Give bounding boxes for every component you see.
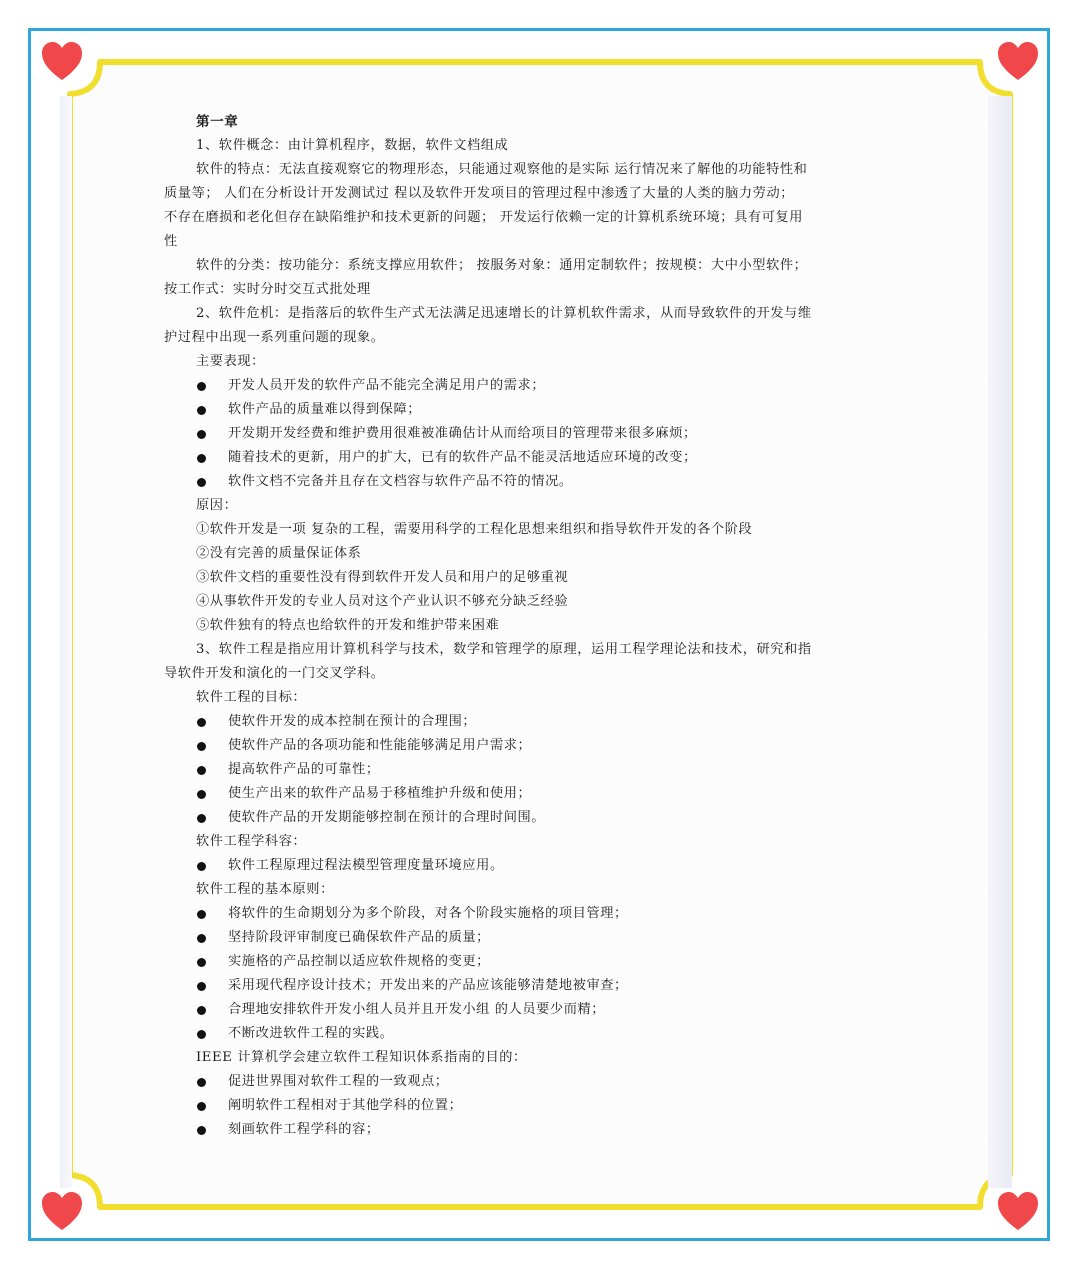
list-item-text: 促进世界围对软件工程的一致观点； bbox=[228, 1074, 449, 1089]
paragraph-line: 质量等； 人们在分析设计开发测试过 程以及软件开发项目的管理过程中渗透了大量的人类的脑力劳动； bbox=[164, 186, 795, 201]
paper-shadow-right bbox=[988, 96, 1012, 1188]
bullet-dot-icon bbox=[197, 982, 206, 991]
list-item bbox=[164, 998, 916, 1022]
list-item bbox=[164, 950, 916, 974]
list-item bbox=[164, 446, 916, 470]
reason-item: ②没有完善的质量保证体系 bbox=[196, 546, 362, 561]
bullet-dot-icon bbox=[197, 718, 206, 727]
bullet-dot-icon bbox=[197, 766, 206, 775]
paragraph-line: 不存在磨损和老化但存在缺陷维护和技术更新的问题； 开发运行依赖一定的计算机系统环境；具有可复用 bbox=[164, 210, 804, 225]
reason-item: ④从事软件开发的专业人员对这个产业认识不够充分缺乏经验 bbox=[196, 594, 569, 609]
list-item-text: 随着技术的更新，用户的扩大，已有的软件产品不能灵活地适应环境的改变； bbox=[228, 450, 697, 465]
paper-shadow-left bbox=[60, 96, 72, 1188]
bullet-dot-icon bbox=[197, 430, 206, 439]
bullet-dot-icon bbox=[197, 1078, 206, 1087]
paragraph-line: 1、软件概念：由计算机程序，数据，软件文档组成 bbox=[196, 138, 509, 153]
list-item-text: 开发人员开发的软件产品不能完全满足用户的需求； bbox=[228, 378, 546, 393]
list-item-text: 使生产出来的软件产品易于移植维护升级和使用； bbox=[228, 786, 532, 801]
list-item-text: 阐明软件工程相对于其他学科的位置； bbox=[228, 1098, 463, 1113]
list-item-text: 刻画软件工程学科的容； bbox=[228, 1122, 380, 1137]
section-label: IEEE 计算机学会建立软件工程知识体系指南的目的： bbox=[196, 1050, 527, 1065]
list-item bbox=[164, 398, 916, 422]
list-item bbox=[164, 902, 916, 926]
bullet-dot-icon bbox=[197, 910, 206, 919]
list-item bbox=[164, 1070, 916, 1094]
list-item bbox=[164, 470, 916, 494]
bullet-dot-icon bbox=[197, 790, 206, 799]
bullet-dot-icon bbox=[197, 406, 206, 415]
list-item-text: 提高软件产品的可靠性； bbox=[228, 762, 380, 777]
heart-icon bbox=[996, 40, 1040, 84]
bullet-dot-icon bbox=[197, 1126, 206, 1135]
list-item bbox=[164, 974, 916, 998]
chapter-heading: 第一章 bbox=[196, 114, 239, 130]
list-item bbox=[164, 782, 916, 806]
bullet-dot-icon bbox=[197, 478, 206, 487]
list-item-text: 合理地安排软件开发小组人员并且开发小组 的人员要少而精； bbox=[228, 1002, 606, 1017]
list-item-text: 软件文档不完备并且存在文档容与软件产品不符的情况。 bbox=[228, 474, 573, 489]
bullet-dot-icon bbox=[197, 958, 206, 967]
list-item bbox=[164, 758, 916, 782]
paragraph-line: 按工作式：实时分时交互式批处理 bbox=[164, 282, 371, 297]
list-item bbox=[164, 734, 916, 758]
list-item-text: 使软件产品的开发期能够控制在预计的合理时间围。 bbox=[228, 810, 546, 825]
reason-item: ①软件开发是一项 复杂的工程，需要用科学的工程化思想来组织和指导软件开发的各个阶段 bbox=[196, 522, 753, 537]
bullet-dot-icon bbox=[197, 934, 206, 943]
paragraph-line: 护过程中出现一系列重问题的现象。 bbox=[164, 330, 385, 345]
list-item bbox=[164, 710, 916, 734]
list-item-text: 不断改进软件工程的实践。 bbox=[228, 1026, 394, 1041]
list-item bbox=[164, 806, 916, 830]
list-item bbox=[164, 926, 916, 950]
section-label: 主要表现： bbox=[196, 354, 265, 369]
list-item bbox=[164, 374, 916, 398]
reason-item: ③软件文档的重要性没有得到软件开发人员和用户的足够重视 bbox=[196, 570, 569, 585]
list-item-text: 软件产品的质量难以得到保障； bbox=[228, 402, 422, 417]
list-item-text: 开发期开发经费和维护费用很难被准确估计从而给项目的管理带来很多麻烦； bbox=[228, 426, 697, 441]
paragraph-line: 软件的特点：无法直接观察它的物理形态，只能通过观察他的是实际 运行情况来了解他的功能特性和 bbox=[196, 162, 808, 177]
bullet-dot-icon bbox=[197, 742, 206, 751]
bullet-dot-icon bbox=[197, 1006, 206, 1015]
list-item-text: 软件工程原理过程法模型管理度量环境应用。 bbox=[228, 858, 504, 873]
list-item-text: 使软件开发的成本控制在预计的合理围； bbox=[228, 714, 477, 729]
section-label: 软件工程的基本原则： bbox=[196, 882, 334, 897]
paragraph-line: 软件的分类：按功能分：系统支撑应用软件； 按服务对象：通用定制软件；按规模：大中小型软件； bbox=[196, 258, 808, 273]
bullet-dot-icon bbox=[197, 814, 206, 823]
list-item-text: 使软件产品的各项功能和性能能够满足用户需求； bbox=[228, 738, 532, 753]
paragraph-line: 2、软件危机：是指落后的软件生产式无法满足迅速增长的计算机软件需求，从而导致软件的开发与维 bbox=[196, 306, 812, 321]
paragraph-line: 导软件开发和演化的一门交叉学科。 bbox=[164, 666, 385, 681]
list-item bbox=[164, 1118, 916, 1142]
list-item-text: 采用现代程序设计技术；开发出来的产品应该能够清楚地被审查； bbox=[228, 978, 628, 993]
bullet-dot-icon bbox=[197, 1030, 206, 1039]
paragraph-line: 3、软件工程是指应用计算机科学与技术，数学和管理学的原理，运用工程学理论法和技术，研究和指 bbox=[196, 642, 812, 657]
reason-item: ⑤软件独有的特点也给软件的开发和维护带来困难 bbox=[196, 618, 500, 633]
bullet-dot-icon bbox=[197, 1102, 206, 1111]
list-item bbox=[164, 854, 916, 878]
heart-icon bbox=[40, 1190, 84, 1234]
section-label: 软件工程的目标： bbox=[196, 690, 307, 705]
bullet-dot-icon bbox=[197, 454, 206, 463]
section-label: 原因： bbox=[196, 498, 238, 513]
document-body bbox=[164, 110, 916, 1142]
list-item-text: 将软件的生命期划分为多个阶段，对各个阶段实施格的项目管理； bbox=[228, 906, 628, 921]
list-item bbox=[164, 1022, 916, 1046]
list-item-text: 实施格的产品控制以适应软件规格的变更； bbox=[228, 954, 490, 969]
heart-icon bbox=[40, 40, 84, 84]
bullet-dot-icon bbox=[197, 382, 206, 391]
heart-icon bbox=[996, 1190, 1040, 1234]
section-label: 软件工程学科容： bbox=[196, 834, 307, 849]
list-item bbox=[164, 1094, 916, 1118]
list-item-text: 坚持阶段评审制度已确保软件产品的质量； bbox=[228, 930, 490, 945]
paragraph-line: 性 bbox=[164, 234, 178, 249]
list-item bbox=[164, 422, 916, 446]
bullet-dot-icon bbox=[197, 862, 206, 871]
